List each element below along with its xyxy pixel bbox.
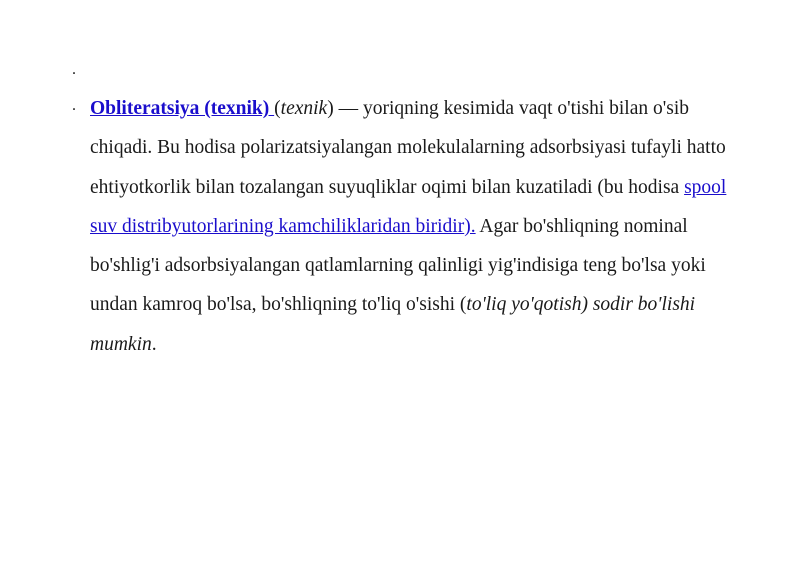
spool-link-close[interactable]: ). [464, 215, 476, 237]
italic-ending: to'liq yo'qotish) sodir bo'lishi mumkin [90, 294, 696, 355]
term-italic: texnik [280, 98, 328, 119]
paren-open: ( [274, 98, 281, 119]
obliteratsiya-link[interactable]: Obliteratsiya (texnik) [90, 98, 275, 119]
paragraph-text [90, 89, 730, 364]
final-period: . [151, 333, 157, 355]
empty-list-item [72, 60, 732, 80]
body-text-2: Agar bo'shliqning nominal bo'shlig'i adsorbsiyalangan qatlamlarning qalinligi yig'indisiga teng bo'lsa yoki undan kamroq bo'lsa, bo'shliqning to'liq o'sishi ( [90, 215, 706, 316]
bullet-marker: . [72, 97, 76, 114]
spool-link[interactable]: spool suv distribyutorlarining kamchiliklaridan biridir [90, 176, 727, 237]
bullet-marker: . [72, 61, 76, 78]
body-text-1: ) — yoriqning kesimida vaqt o'tishi bilan o'sib chiqadi. Bu hodisa polarizatsiyalangan molekulalarning adsorbsiyasi tufayli hatto ehtiyotkorlik bilan tozalangan suyuqliklar oqimi bilan kuzatiladi (bu hodisa [90, 98, 726, 198]
